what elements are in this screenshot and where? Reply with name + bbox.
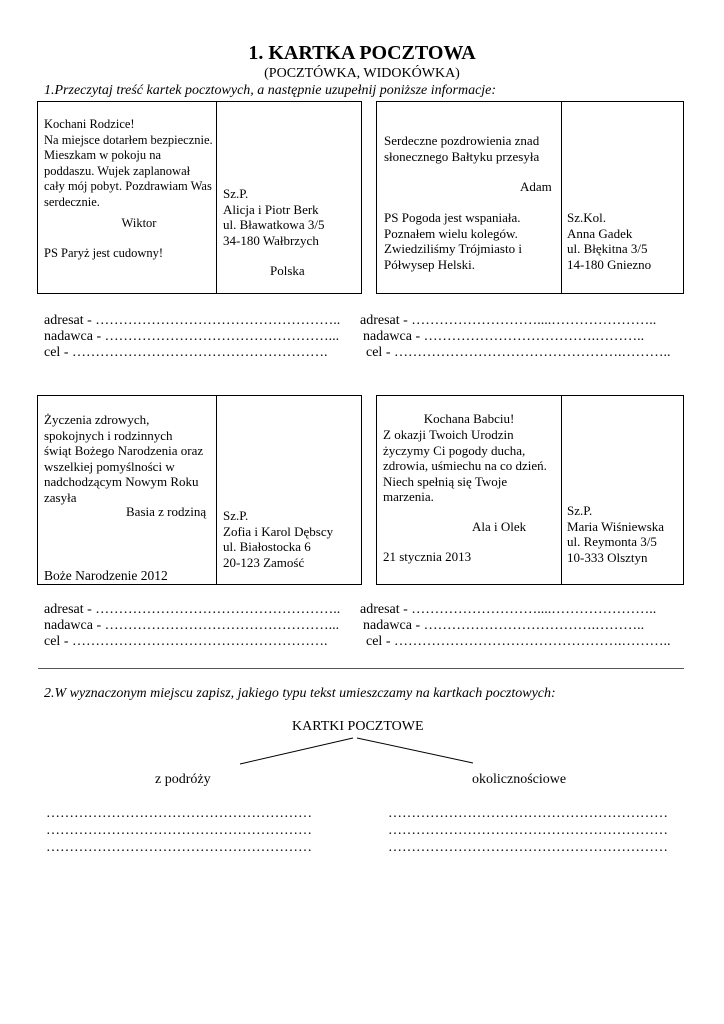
postcard-divider [216, 102, 217, 293]
postcard-signature: Adam [520, 179, 552, 194]
postcard-3 [37, 395, 362, 585]
postcard-message: Życzenia zdrowych, spokojnych i rodzinnych świąt Bożego Narodzenia oraz wszelkiej pomyślności w nadchodzącym Nowym Roku zasyła [44, 412, 204, 505]
answer-nadawca-3[interactable]: nadawca - …………………………………………... [44, 618, 340, 633]
postcard-ps: PS Paryż jest cudowny! [44, 246, 164, 260]
page-title: 1. KARTKA POCZTOWA [248, 42, 476, 64]
tree-branch-left [240, 738, 353, 764]
tree-branch-right [357, 738, 473, 763]
postcard-date: 21 stycznia 2013 [383, 549, 472, 564]
answer-line-right-1[interactable]: …………………………………………………… [388, 806, 668, 821]
answer-line-right-3[interactable]: …………………………………………………… [388, 840, 668, 855]
postcard-country: Polska [270, 263, 305, 278]
postcard-2 [376, 101, 684, 294]
answer-cel-1[interactable]: cel - ………………………………………………. [44, 345, 328, 360]
postcard-address: Sz.P. Maria Wiśniewska ul. Reymonta 3/5 10-333 Olsztyn [567, 503, 665, 565]
answer-adresat-3[interactable]: adresat - …………………………………………….. [44, 602, 341, 617]
tree-branches [205, 737, 485, 767]
answer-line-left-2[interactable]: ………………………………………………… [46, 823, 312, 838]
task1-instruction: 1.Przeczytaj treść kartek pocztowych, a następnie uzupełnij poniższe informacje: [44, 83, 497, 98]
page-subtitle: (POCZTÓWKA, WIDOKÓWKA) [264, 66, 460, 81]
postcard-ps: PS Pogoda jest wspaniała. Poznałem wielu kolegów. Zwiedziliśmy Trójmiasto i Półwysep Helski. [384, 210, 522, 272]
answer-adresat-4[interactable]: adresat - ………………………....………………….. [360, 602, 657, 617]
postcard-4 [376, 395, 684, 585]
postcard-message: Serdeczne pozdrowienia znad słonecznego Bałtyku przesyła [384, 133, 540, 164]
answer-line-right-2[interactable]: …………………………………………………… [388, 823, 668, 838]
answer-adresat-1[interactable]: adresat - …………………………………………….. [44, 313, 341, 328]
postcard-signature: Wiktor [121, 216, 157, 230]
answer-cel-3[interactable]: cel - ………………………………………………. [44, 634, 328, 649]
postcard-message: Kochani Rodzice! Na miejsce dotarłem bezpiecznie. Mieszkam w pokoju na poddaszu. Wujek zaplanował cały mój pobyt. Pozdrawiam Was serdecznie. [44, 117, 213, 209]
postcard-1 [37, 101, 362, 294]
tree-root: KARTKI POCZTOWE [292, 719, 424, 734]
postcard-date: Boże Narodzenie 2012 [44, 568, 168, 583]
postcard-greeting: Kochana Babciu! [423, 411, 515, 426]
postcard-signature: Basia z rodziną [126, 504, 207, 519]
postcard-message: Z okazji Twoich Urodzin życzymy Ci pogody ducha, zdrowia, uśmiechu na co dzień. Niech spełnią się Twoje marzenia. [383, 427, 547, 504]
answer-nadawca-1[interactable]: nadawca - …………………………………………... [44, 329, 340, 344]
postcard-divider [216, 396, 217, 584]
answer-nadawca-2[interactable]: nadawca - ……………………………….……….. [363, 329, 645, 344]
answer-line-left-3[interactable]: ………………………………………………… [46, 840, 312, 855]
answer-line-left-1[interactable]: ………………………………………………… [46, 806, 312, 821]
tree-right-label: okolicznościowe [472, 772, 567, 787]
postcard-address: Sz.P. Alicja i Piotr Berk ul. Bławatkowa 3/5 34-180 Wałbrzych [223, 186, 325, 248]
tree-left-label: z podróży [155, 772, 211, 787]
task2-instruction: 2.W wyznaczonym miejscu zapisz, jakiego typu tekst umieszczamy na kartkach pocztowych: [44, 686, 556, 701]
answer-adresat-2[interactable]: adresat - ………………………....………………….. [360, 313, 657, 328]
answer-cel-2[interactable]: cel - ………………………………………….……….. [366, 345, 671, 360]
answer-nadawca-4[interactable]: nadawca - ……………………………….……….. [363, 618, 645, 633]
section-divider [38, 668, 684, 669]
postcard-address: Sz.Kol. Anna Gadek ul. Błękitna 3/5 14-180 Gniezno [567, 210, 652, 272]
postcard-signature: Ala i Olek [472, 519, 527, 534]
postcard-address: Sz.P. Zofia i Karol Dębscy ul. Białostocka 6 20-123 Zamość [223, 508, 334, 570]
answer-cel-4[interactable]: cel - ………………………………………….……….. [366, 634, 671, 649]
